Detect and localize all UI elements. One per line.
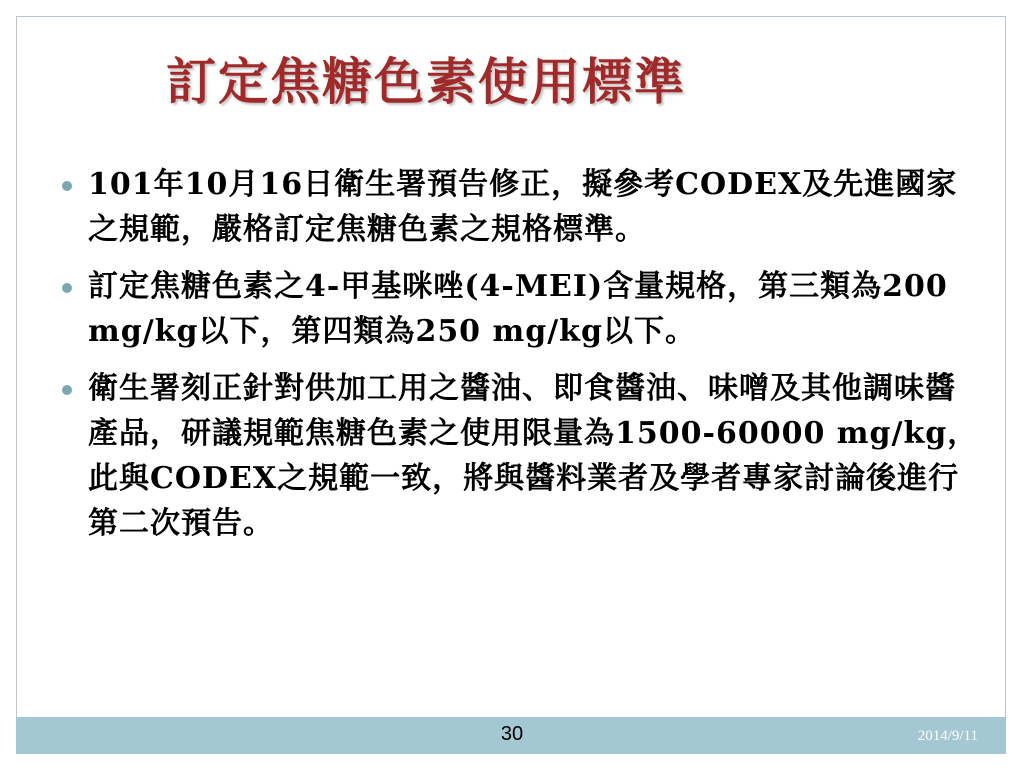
bullet-dot-icon <box>62 385 72 395</box>
bullet-item <box>62 162 982 252</box>
bullet-list <box>62 162 982 558</box>
bullet-dot-icon <box>62 283 72 293</box>
page-number: 30 <box>500 723 524 745</box>
slide-title: 訂定焦糖色素使用標準 <box>166 52 686 111</box>
bullet-text: 衛生署刻正針對供加工用之醬油、即食醬油、味噌及其他調味醬產品，研議規範焦糖色素之使用限量為1500-60000 mg/kg，此與CODEX之規範一致，將與醬料業者及學者專家討論後進行第二次預告。 <box>88 371 979 541</box>
slide-date: 2014/9/11 <box>917 728 978 744</box>
bullet-item <box>62 366 982 546</box>
bullet-item <box>62 264 982 354</box>
bullet-text: 101年10月16日衛生署預告修正，擬參考CODEX及先進國家之規範，嚴格訂定焦糖色素之規格標準。 <box>88 167 958 247</box>
bullet-dot-icon <box>62 181 72 191</box>
bullet-text: 訂定焦糖色素之4-甲基咪唑(4-MEI)含量規格，第三類為200 mg/kg以下，第四類為250 mg/kg以下。 <box>88 269 948 349</box>
